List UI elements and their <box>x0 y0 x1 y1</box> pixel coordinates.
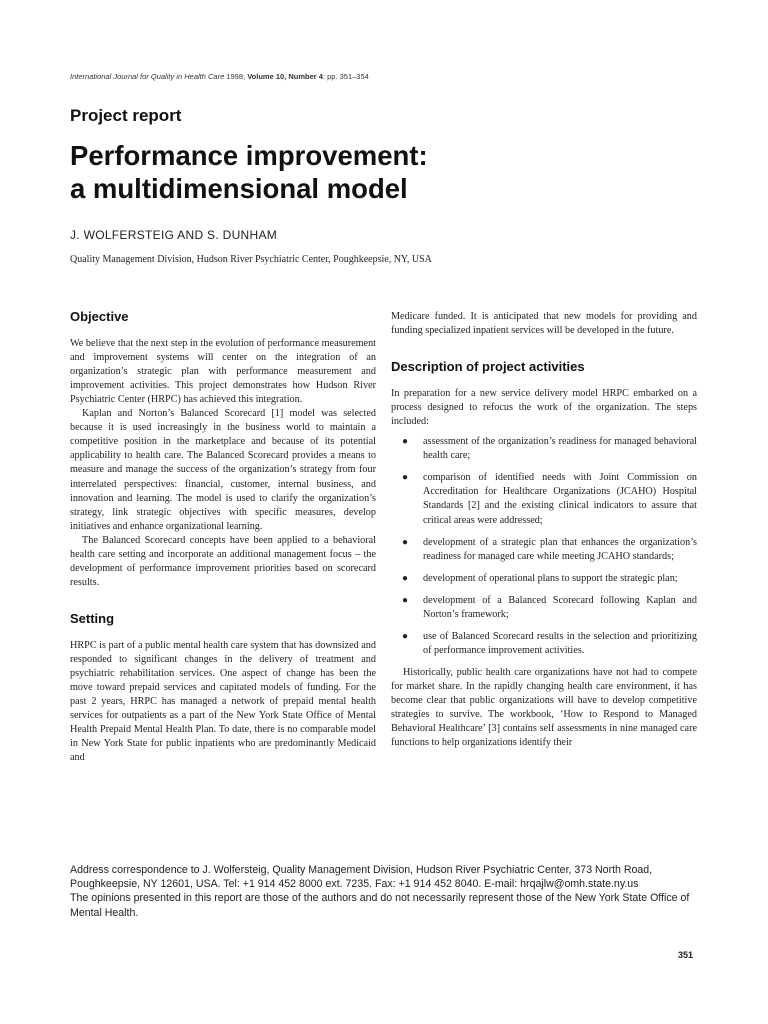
objective-paragraph-1: We believe that the next step in the evolution of performance measurement and improvement systems will center on the integration of an organization’s strategic plan with performance measurement and improvement activities. This project demonstrates how Hudson River Psychiatric Center (HRPC) has achieved this integration. <box>70 338 376 406</box>
authors: J. WOLFERSTEIG AND S. DUNHAM <box>70 228 278 242</box>
activities-paragraph-2: Historically, public health care organizations have not had to compete for market share. In the rapidly changing health care environment, it has become clear that public organizations will have to develop competitive strategies to survive. The workbook, ‘How to Respond to Managed Behavioral Healthcare’ [3] contains self assessments in nine managed care functions to help organizations identify their <box>391 666 697 749</box>
bullet-icon: ● <box>402 630 409 642</box>
left-column <box>70 310 376 765</box>
objective-paragraph-2: Kaplan and Norton’s Balanced Scorecard [1] model was selected because it is used increasingly in the business world to maintain a competitive position in the marketplace and because of its potential applicability to health care. The Balanced Scorecard provides a means to measure and manage the success of the organization’s strategy from four interrelated perspectives: financial, customer, internal business, and innovation and learning. The model is used to clarify the organization’s strategy, link strategic objectives with specific measures, develop initiatives and enhance organizational learning. <box>70 408 376 532</box>
setting-heading: Setting <box>70 610 115 626</box>
correspondence-footnote <box>70 863 698 920</box>
setting-paragraph-continued: Medicare funded. It is anticipated that new models for providing and funding specialized inpatient services will be developed in the future. <box>391 311 697 337</box>
bullet-icon: ● <box>402 572 409 584</box>
right-column <box>391 310 697 750</box>
list-item: ● assessment of the organization’s readiness for managed behavioral health care; <box>402 436 697 462</box>
bullet-icon: ● <box>402 472 409 484</box>
journal-pages: : pp. 351–354 <box>322 72 369 81</box>
affiliation: Quality Management Division, Hudson River Psychiatric Center, Poughkeepsie, NY, USA <box>70 254 432 265</box>
activities-intro: In preparation for a new service delivery model HRPC embarked on a process designed to refocus the work of the organization. The steps included: <box>391 388 697 428</box>
title-line-1: Performance improvement: <box>70 140 428 171</box>
disclaimer: The opinions presented in this report are those of the authors and do not necessarily represent those of the New York State Office of Mental Health. <box>70 892 690 919</box>
list-item: ● development of a Balanced Scorecard following Kaplan and Norton’s framework; <box>402 594 697 620</box>
setting-paragraph: HRPC is part of a public mental health care system that has downsized and responded to significant changes in the delivery of treatment and psychiatric rehabilitation services. One aspect of change has been the move toward prepaid services and capitated models of funding. For the past 2 years, HRPC has managed a network of prepaid mental health services for outpatients as a part of the New York State Office of Mental Health Prepaid Mental Health Plan. To date, there is no comparable model in New York State for public inpatients who are predominantly Medicaid and <box>70 639 376 764</box>
list-item: ● comparison of identified needs with Joint Commission on Accreditation for Healthcare Organizations (JCAHO) Hospital Standards [2] and the existing clinical indicators to assure that critical areas were addressed; <box>402 472 697 526</box>
bullet-icon: ● <box>402 436 409 448</box>
report-type: Project report <box>70 106 182 125</box>
title-line-2: a multidimensional model <box>70 173 408 204</box>
journal-year: 1998; <box>226 72 246 81</box>
list-item: ● development of operational plans to support the strategic plan; <box>391 572 697 586</box>
list-item: ● use of Balanced Scorecard results in the selection and prioritizing of performance improvement activities. <box>402 630 697 656</box>
activities-heading: Description of project activities <box>391 359 585 375</box>
objective-heading: Objective <box>70 309 129 324</box>
activities-list <box>391 435 697 658</box>
bullet-icon: ● <box>402 594 409 606</box>
journal-citation <box>70 72 369 81</box>
objective-paragraph-3: The Balanced Scorecard concepts have been applied to a behavioral health care setting and incorporate an additional management focus – the development of performance improvement priorities based on scorecard results. <box>70 534 376 588</box>
list-item: ● development of a strategic plan that enhances the organization’s readiness for managed care while meeting JCAHO standards; <box>402 536 697 562</box>
correspondence-address: Address correspondence to J. Wolfersteig, Quality Management Division, Hudson River Psychiatric Center, 373 North Road, Poughkeepsie, NY 12601, USA. Tel: +1 914 452 8000 ext. 7235. Fax: +1 914 452 8040. E-mail: hrqajlw@omh.state.ny.us <box>70 864 653 891</box>
journal-volume: Volume 10, Number 4 <box>247 72 323 81</box>
bullet-icon: ● <box>402 536 409 548</box>
article-title <box>70 139 710 205</box>
page-number: 351 <box>678 950 694 960</box>
journal-name: International Journal for Quality in Health Care <box>70 72 225 81</box>
